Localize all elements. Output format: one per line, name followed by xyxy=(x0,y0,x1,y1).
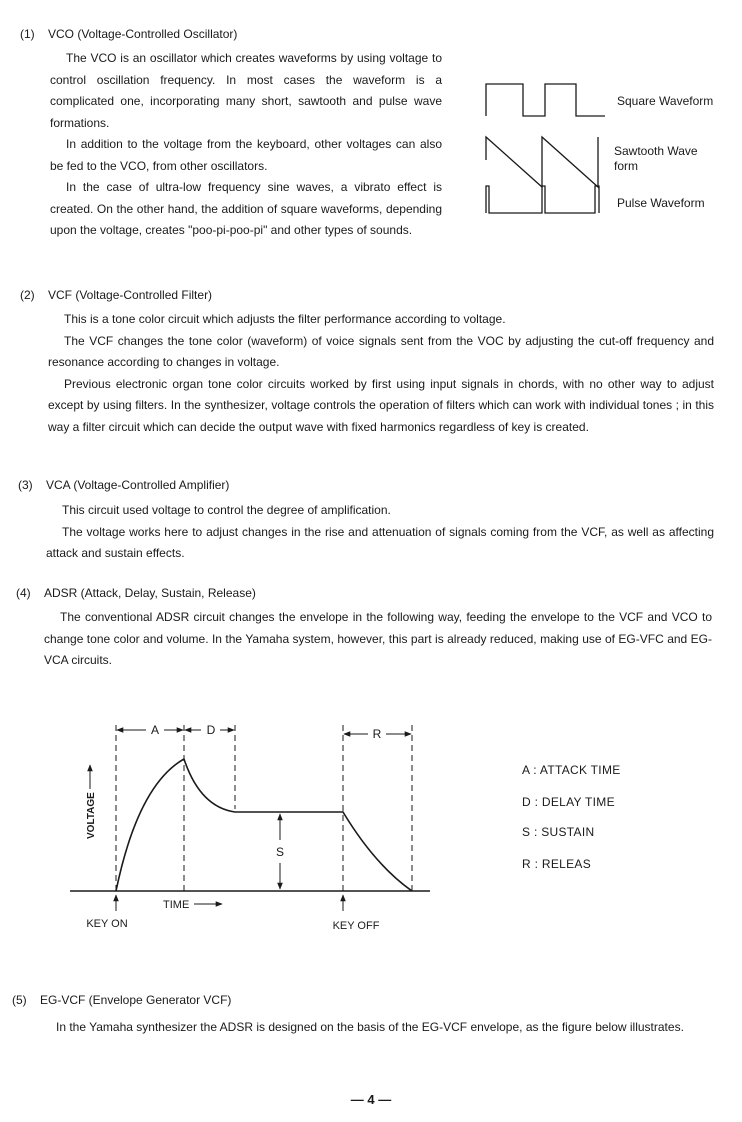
section-4-heading xyxy=(16,586,256,600)
release-label: R xyxy=(372,727,382,741)
attack-label: A xyxy=(150,723,160,737)
square-waveform xyxy=(486,84,605,116)
legend-key: D xyxy=(522,795,531,809)
legend-text: SUSTAIN xyxy=(541,825,595,839)
section-3-heading xyxy=(18,478,229,492)
paragraph: This is a tone color circuit which adjusts the filter performance according to voltage. xyxy=(64,312,506,326)
voltage-axis-label: VOLTAGE xyxy=(86,792,97,839)
adsr-envelope-diagram xyxy=(60,715,440,940)
section-number: (1) xyxy=(20,27,35,41)
section-number: (3) xyxy=(18,478,33,492)
paragraph: The VCF changes the tone color (waveform) of voice signals sent from the VOC by adjusting the cut-off frequency and resonance according to changes in voltage. xyxy=(48,333,714,369)
legend-key: R xyxy=(522,857,531,871)
legend-release: R : RELEAS xyxy=(522,857,592,871)
section-number: (5) xyxy=(12,993,27,1007)
paragraph: In the Yamaha synthesizer the ADSR is designed on the basis of the EG-VCF envelope, as the figure below illustrates. xyxy=(56,1020,684,1034)
section-5-body xyxy=(40,1017,708,1039)
legend-sustain: S : SUSTAIN xyxy=(522,825,595,839)
section-1-heading xyxy=(20,27,237,41)
section-1-body xyxy=(50,48,442,242)
section-number: (2) xyxy=(20,288,35,302)
legend-text: RELEAS xyxy=(541,857,592,871)
page-number: — 4 — xyxy=(350,1092,392,1107)
paragraph: In the case of ultra-low frequency sine waves, a vibrato effect is created. On the other hand, the addition of square waveforms, depending upon the voltage, creates "poo-pi-poo-pi" and other types of sounds. xyxy=(50,180,442,237)
sawtooth-waveform xyxy=(486,137,598,187)
section-title: VCF (Voltage-Controlled Filter) xyxy=(48,288,213,302)
paragraph: This circuit used voltage to control the degree of amplification. xyxy=(62,503,391,517)
time-axis-label: TIME xyxy=(163,899,190,911)
key-on-label: KEY ON xyxy=(86,918,128,930)
waveform-illustrations xyxy=(480,78,610,223)
section-4-body xyxy=(44,607,712,672)
section-title: EG-VCF (Envelope Generator VCF) xyxy=(40,993,232,1007)
envelope-curve xyxy=(116,759,412,891)
paragraph: The voltage works here to adjust changes in the rise and attenuation of signals coming from the VCF, as well as affecting attack and sustain effects. xyxy=(46,524,714,560)
sustain-label: S xyxy=(275,845,285,859)
legend-key: A xyxy=(522,763,530,777)
pulse-waveform-label: Pulse Waveform xyxy=(617,196,705,210)
sawtooth-waveform-label: Sawtooth Wave form xyxy=(614,144,698,173)
legend-key: S xyxy=(522,825,531,839)
paragraph: In addition to the voltage from the keyboard, other voltages can also be fed to the VCO, from other oscillators. xyxy=(50,137,442,173)
key-off-label: KEY OFF xyxy=(332,920,380,932)
section-5-heading xyxy=(12,993,231,1007)
legend-text: ATTACK TIME xyxy=(539,763,621,777)
square-waveform-label: Square Waveform xyxy=(617,94,714,108)
paragraph: The conventional ADSR circuit changes the envelope in the following way, feeding the envelope to the VCF and VCO to change tone color and volume. In the Yamaha system, however, this part is already reduced, making use of EG-VFC and EG-VCA circuits. xyxy=(44,610,712,667)
legend-text: DELAY TIME xyxy=(541,795,615,809)
paragraph: The VCO is an oscillator which creates waveforms by using voltage to control oscillation frequency. In most cases the waveform is a complicated one, incorporating many short, sawtooth and pulse wave formations. xyxy=(50,51,442,130)
section-title: VCO (Voltage-Controlled Oscillator) xyxy=(48,27,238,41)
paragraph: Previous electronic organ tone color circuits worked by first using input signals in chords, with no other way to adjust except by using filters. In the synthesizer, voltage controls the operation of filters which can work with individual tones ; in this way a filter circuit which can decide the output wave with fixed harmonics regardless of key is created. xyxy=(48,376,714,434)
section-title: ADSR (Attack, Delay, Sustain, Release) xyxy=(44,586,256,600)
legend-delay: D : DELAY TIME xyxy=(522,795,615,809)
pulse-waveform xyxy=(486,186,599,213)
section-number: (4) xyxy=(16,586,31,600)
delay-label: D xyxy=(206,723,216,737)
section-2-heading xyxy=(20,288,212,302)
section-2-body xyxy=(48,309,714,438)
legend-attack: A : ATTACK TIME xyxy=(522,763,621,777)
section-title: VCA (Voltage-Controlled Amplifier) xyxy=(46,478,230,492)
dashed-guides xyxy=(116,725,412,891)
section-3-body xyxy=(46,500,714,565)
